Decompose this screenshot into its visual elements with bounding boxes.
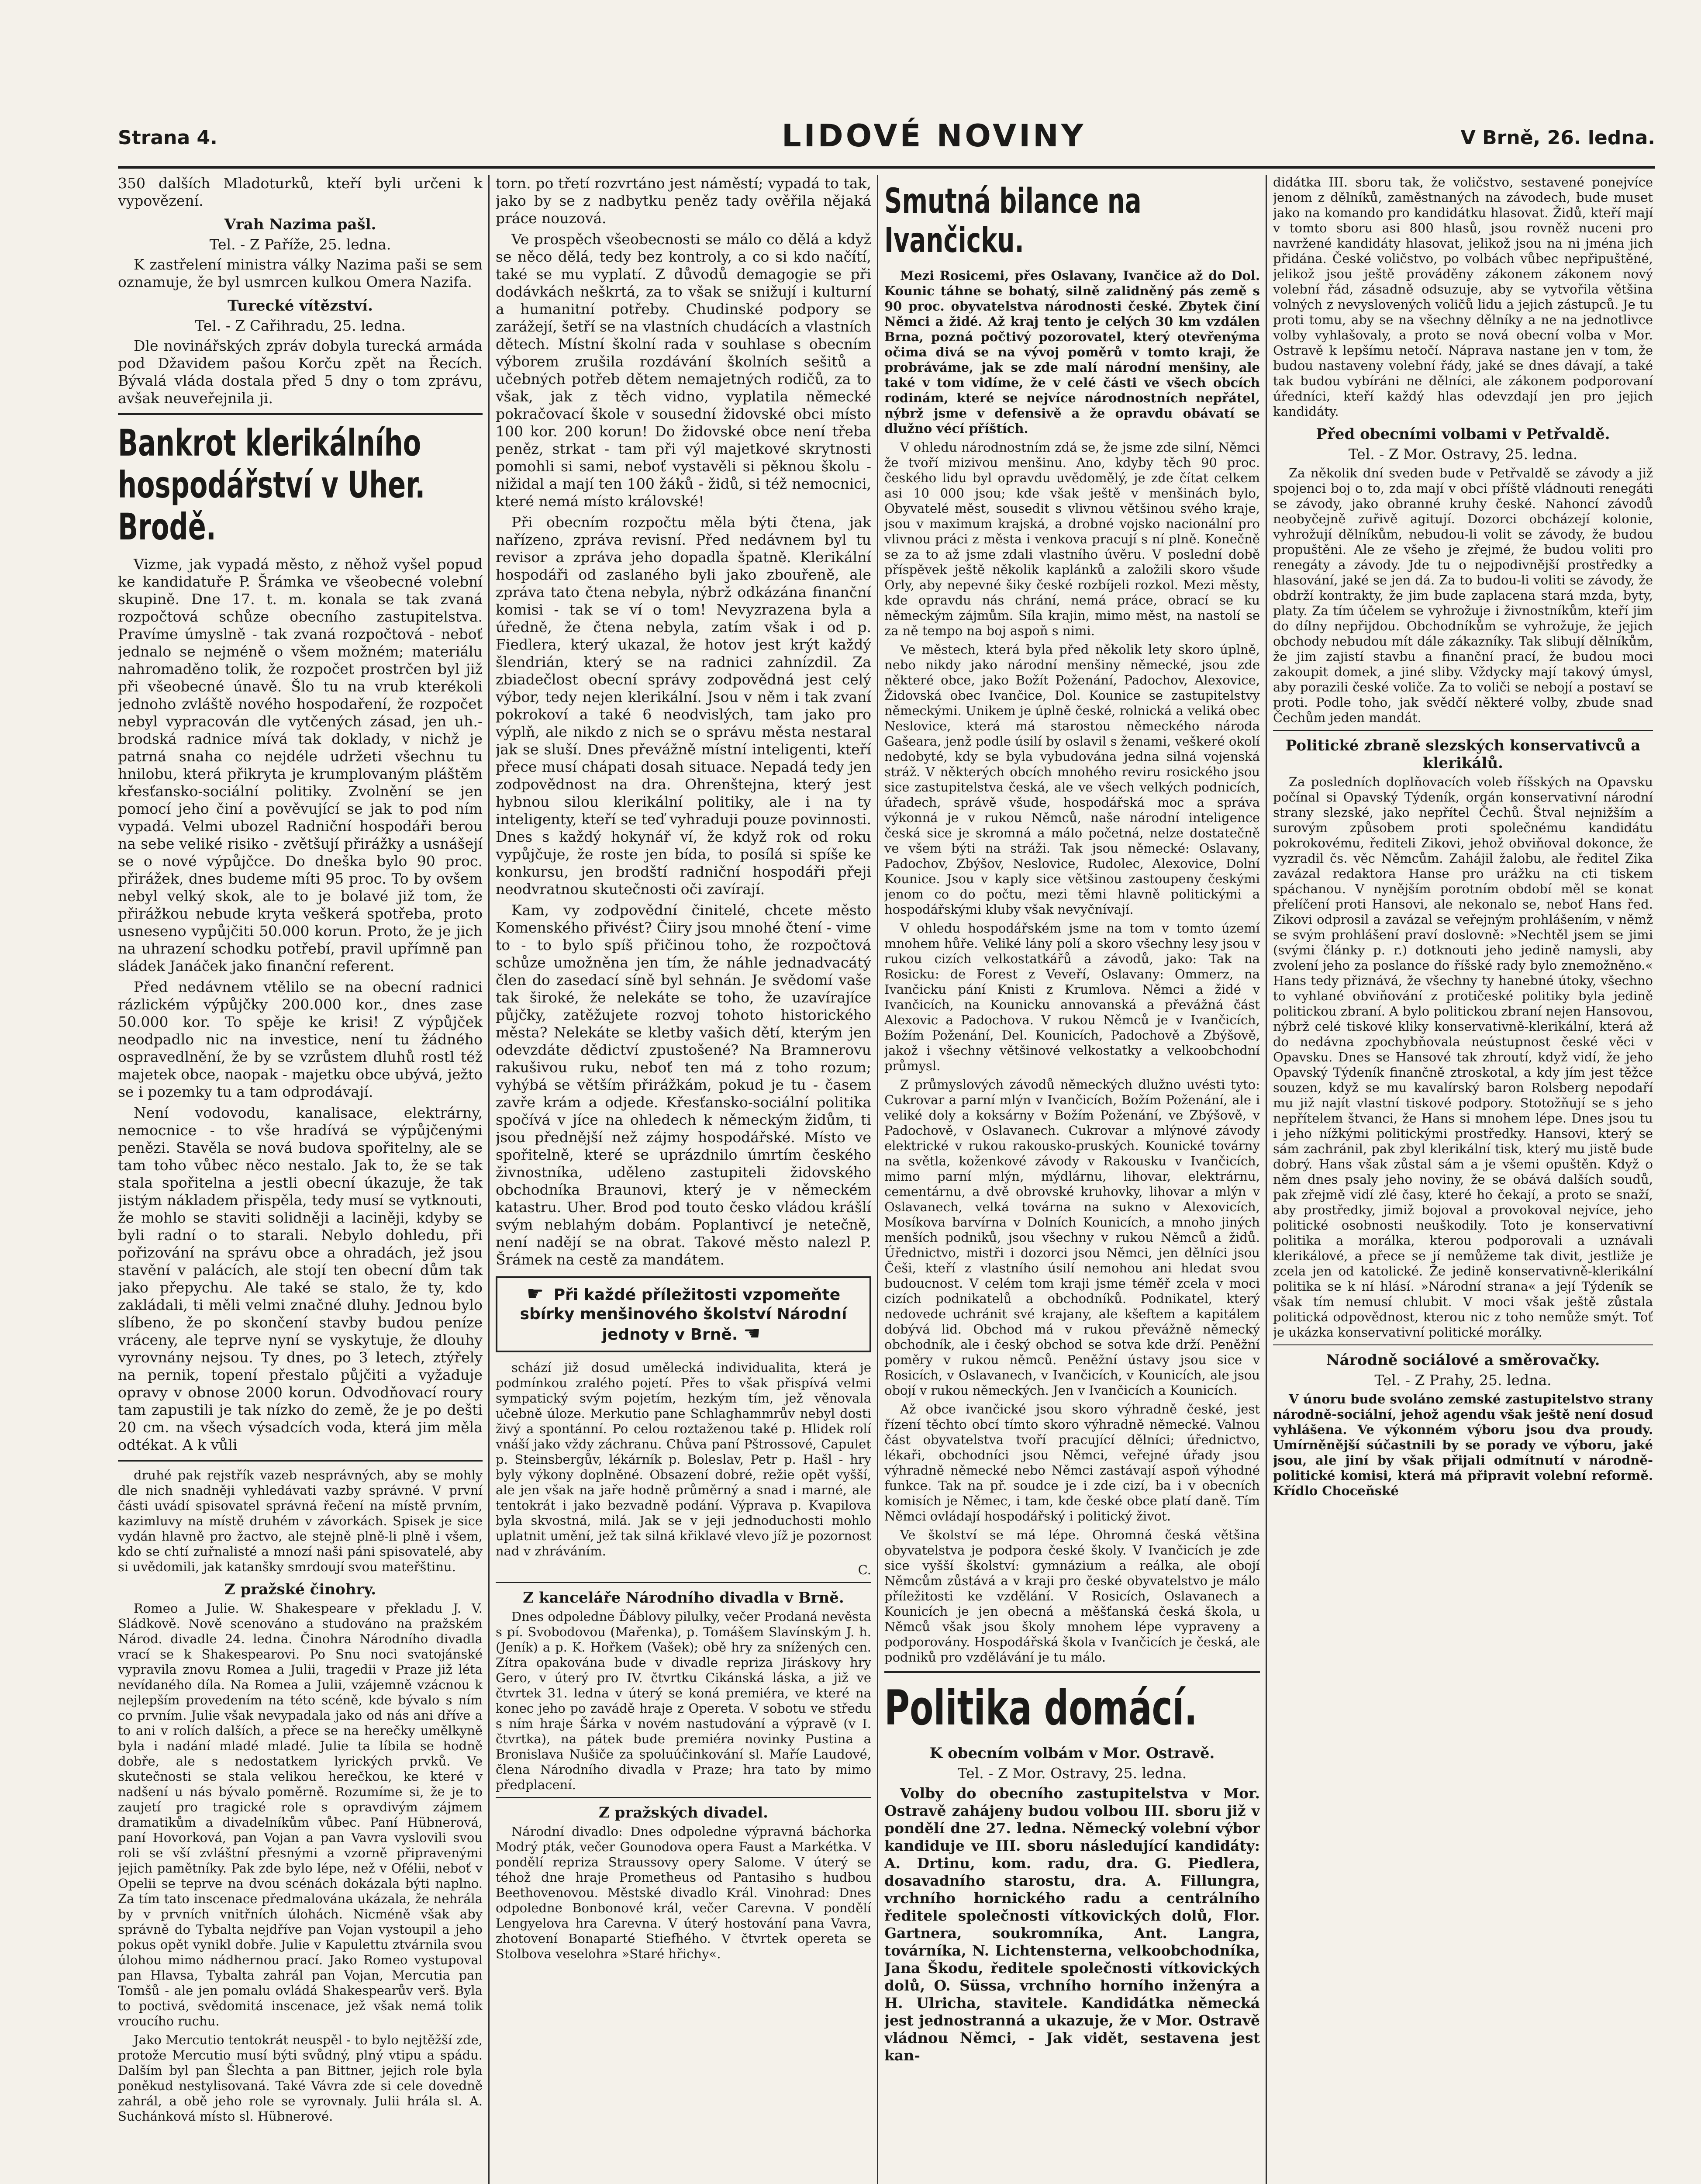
article-paragraph: V ohledu národnostním zdá se, že jsme zde silní, Němci že tvoří mizivou menšinu. Ano, kdyby těch 90 proc. českého lidu byl opravdu uvědomělý, je zde čítat celkem asi 10 000 jsou; kde však ještě v menšinách bylo, Obyvatelé měst, sousedit s vlivnou většinou svého kraje, jsou v maximum krajská, a drobné vojsko nacionální pro vlivnou práci z města i venkova pracují s ní plně. Konečně se za to až jsme zdali vlastního úvěru. V poslední době příspěvek ještě několik kaplánků a založili skoro všude Orly, aby nepevné šiky české rozbíjeli rozkol. Mezi městy, kde opravdu nás chrání, nemá práce, obrací se ku německým zájmům. Síla krajin, mimo měst, na nastolí se za ně tempo na boj aspoň s nimi. <box>884 440 1260 638</box>
article-paragraph: Kam, vy zodpovědní činitelé, chcete město Komenského přivést? Čiiry jsou mnohé čtení - vime to - to bylo spíš přičinou toho, že rozpočtová schůze umožněna jen tím, že náhle jednadvacátý člen do zasedací síně byl sehnán. Je svědomí vaše tak široké, že nelekáte se toho, že uzavírajíce půjčky, zatěžujete rozvoj tohoto historického města? Nelekáte se kletby vašich dětí, kterým jen odevzdáte dědictví zpustošené? Na Bramnerovu rakušivou ruku, neboť ten má z toho rozum; vyhýbá se větším přirážkám, pokud je tu - časem zavře krám a odjede. Křesťansko-sociální politika spočívá v jíce na ohledech k německým židům, ti jsou přednější než zájmy hospodářské. Místo ve spořitelně, které se uprázdnilo úmrtím českého živnostníka, uděleno zastupiteli židovského obchodníka Braunovi, který je v německém katastru. Uher. Brod pod touto česko vládou krášlí svým neblahým dobám. Poplantivcí je netečně, není nadějí se na obrat. Takové město nalezl P. Šrámek na cestě za mandátem. <box>496 902 871 1268</box>
article-dateline: Tel. - Z Mor. Ostravy, 25. ledna. <box>957 1765 1187 1782</box>
masthead: LIDOVÉ NOVINY <box>782 118 1086 154</box>
article-paragraph: Národní divadlo: Dnes odpoledne výpravná báchorka Modrý pták, večer Gounodova opera Faust a Markétka. V pondělí repriza Straussovy opery Salome. V úterý se téhož dne hraje Prometheus od Pantasiho s hudbou Beethovenovou. Městské divadlo Král. Vinohrad: Dnes odpoledne Bonbonové král, večer Carevna. V pondělí Lengyelova hra Carevna. V úterý hostování pana Vavra, zhotovení Bonaparté Stiefhého. V čtvrtek opereta se Stolbova veselohra »Staré hřichy«. <box>496 1824 871 1961</box>
article-dateline: Tel. - Z Mor. Ostravy, 25. ledna. <box>1348 446 1578 463</box>
divider <box>1273 1344 1653 1345</box>
article-paragraph: schází již dosud umělecká individualita, která je podmínkou zralého pojetí. Přes to však přispívá velmi sympatický svým pojetím, hezkým tím, jež věnovala učebně úloze. Merkutio pane Schlaghammrův nebyl dosti živý a spontánní. Po celou roztaženou také p. Hlidek rolí vnáší jako vždy záchranu. Chůva paní Pštrossové, Capulet p. Steinsbergův, lékárník p. Boleslav, Petr p. Hašl - hry byly výkony doplněné. Obsazení dobré, režie opět vyšší, ale jen však na jaře hodně průměrný a snad i marné, ale tentokrát i jako bezvadně podání. Výprava p. Kvapilova byla skvostná, milá. Jak se v jeji jednoduchosti mohlo uplatnit umění, jež tak silná křiklavé vlevo jíž je pozornost nad v zhráváním. <box>496 1360 871 1559</box>
article-title: Z pražských divadel. <box>598 1804 769 1821</box>
article-paragraph: Vizme, jak vypadá město, z něhož vyšel popud ke kandidatuře P. Šrámka ve všeobecné volební skupině. Dne 17. t. m. konala se tak zvaná rozpočtová schůze obecního zastupitelstva. Pravíme úmyslně - tak zvaná rozpočtová - neboť jednalo se nejméně o všem možném; materiálu nahromaděno tolik, že rozpočet prostrčen byl již při všeobecné únavě. Šlo tu na vrub kterékoli jednoho zvláště nového hospodaření, že rozpočet nebyl vypracován dle vytčených zásad, jen uh.-brodská radnice mívá tak doklady, v nichž je patrná snaha co nejdéle udržeti všechnu tu hnilobu, která přikryta je krumplovaným pláštěm křesťansko-sociální politiky. Zvolnění se jen pomocí jeho činí a pověvující se jak to pod ním vypadá. Velmi ubozel Radniční hospodáři berou na sebe veliké risiko - zvětšují přirážky a usnášejí se o nové výpůjčce. Do dneška bylo 90 proc. přirážek, dnes budeme míti 95 proc. To by ovšem nebyl velký skok, ale to je bolavé již tom, že přirážkou nebude kryta veškerá spotřeba, proto usneseno vypůjčiti 50.000 korun. Proto, že je jich na uhrazení schodku potřebí, pravil upřímně pan sládek Janáček jako finanční referent. <box>118 556 483 975</box>
headline-bankrot: Bankrot klerikálního hospodářství v Uher. Brodě. <box>118 422 425 548</box>
pointing-hand-icon: ☛ <box>526 1282 544 1305</box>
article-lead: 350 dalších Mladoturků, kteří byli určeni k vypovězení. <box>118 175 483 209</box>
appeal-text: Při každé příležitosti vzpomeňte sbírky menšinového školství Národní jednoty v Brně. <box>520 1286 847 1344</box>
article-signature: C. <box>858 1562 871 1577</box>
divider <box>1273 730 1653 731</box>
article-paragraph: Za několik dní sveden bude v Petřvaldě se závody a již spojenci boj o to, zda mají v obci příště vládnouti renegáti se závody, jako obranné kruhy české. Nahoncí závodů neobyčejně zuřivě agitují. Dozorci obcházejí kolonie, vyhrožují dělníkům, nebudou-li volit se závody, že budou propuštěni. Ale ze všeho je zřejmé, že budou voliti pro renegáty a závody. Jde tu o nejpodivnější prostředky a hlasování, jaké se jen dá. Za to budou-li voliti se závody, že obdrží kontrakty, že jim bude zaplacena stará mzda, byty, platy. Za tím účelem se vyhrožuje i živnostníkům, kteří jim do dílny nepřijdou. Obchodníkům se vyhrožuje, že jejich obchody nebudou mít dále zákazníky. Tak slibují dělníkům, že jim zajistí stavbu a finanční prací, že budou moci zakoupit domek, a jiné sliby. Vždycky mají takový úmysl, aby porazili české voliče. Za to voliči se nebojí a postaví se proti. Podle toho, jak svědčí některé volby, zbude snad Čechům jeden mandát. <box>1273 466 1653 725</box>
article-paragraph: Ve městech, která byla před několik lety skoro úplně, nebo nikdy jako národní menšiny německé, jsou zde některé obce, jako Božít Poženání, Padochov, Alexovice, Židovská obec Ivančice, Dol. Kounice se zastupitelstvy německými. Unikem je úplně české, rolnická a veliká obec Neslovice, která má starostou německého národa Gašeara, jenž podle úsilí by oslavil s ženami, veškeré okolí nedobyté, kdy se byla vybudována jedna silná vojenská stráž. V některých obcích mnohého reviru rosického jsou sice zastupitelstva česká, ale ve všech velkých podnicích, úřadech, správě všude, hospodářská moc a správa výkonná je v rukou Němců, naše národní inteligence česká sice je skromná a málo početná, nelze dostatečně ve všem býti na stráži. Tak jsou německé: Oslavany, Padochov, Zbýšov, Neslovice, Rudolec, Alexovice, Dolní Kounice. Jsou v kaply sice většinou zastoupeny českými jenom co do počtu, mezi těmi hlavně politickými a hospodářskými kluby však nevyčnívají. <box>884 642 1260 917</box>
article-paragraph: Před nedávnem vtělilo se na obecní radnici rázlickém výpůjčky 200.000 kor., dnes zase 50.000 kor. To spěje ke krisi! Z výpůjček neodpadlo nic na investice, není tu žádného ospravedlnění, že by se vzrůstem dluhů rostl též majetek obce, naopak - majetku obce ubývá, ježto se i pozemky tu a tam odprodávají. <box>118 978 483 1100</box>
article-title: Politické zbraně slezských konservativců a klerikálů. <box>1285 737 1641 772</box>
article-text: Dle novinářských zpráv dobyla turecká armáda pod Džavidem pašou Korču zpět na Řecích. Bývalá vláda dostala před 5 dny o tom zprávu, avšak neuveřejnila ji. <box>118 337 483 407</box>
article-paragraph: Volby do obecního zastupitelstva v Mor. Ostravě zahájeny budou volbou III. sboru již v pondělí dne 27. ledna. Německý volební výbor kandiduje ve III. sboru následující kandidáty: A. Drtinu, kom. radu, dra. G. Piedlera, dosavadního starostu, dra. A. Fillungra, vrchního hornického radu a centrálního ředitele společnosti vítkovických dolů, Flor. Gartnera, soukromníka, Ant. Langra, továrníka, N. Lichtensterna, velkoobchodníka, Jana Škodu, ředitele společnosti vítkovických dolů, O. Süssa, vrchního horního inženýra a H. Ulricha, stavitele. Kandidátka německá jest jednostranná a ukazuje, že v Mor. Ostravě vládnou Němci, - Jak vidět, sestavena jest kan- <box>884 1785 1260 2064</box>
column-rule <box>1266 175 1267 2184</box>
article-title: K obecním volbám v Mor. Ostravě. <box>929 1745 1215 1762</box>
pointing-hand-icon: ☚ <box>743 1322 761 1344</box>
divider <box>496 1797 871 1798</box>
divider <box>118 1460 483 1462</box>
article-paragraph: Dnes odpoledne Ďáblovy pilulky, večer Prodaná nevěsta s pí. Svobodovou (Mařenka), p. Tomášem Slavínským J. h. (Jeník) a p. K. Hořkem (Vašek); obě hry za snížených cen. Zítra opakována bude v divadle repriza Jiráskovy hry Gero, v úterý pro IV. čtvrtku Cikánská láska, a již ve čtvrtek 31. ledna v úterý se koná premiéra, ve které na konec jeho po zavádě hraje z Opereta. V sobotu ve středu s ním hraje Šárka v novém nastudování a výpravě (v I. čtvrtka), na pátek bude premiéra novinky Pustina a Bronislava Nušiče za spoluúčinkování sl. Maříe Laudové, člena Národního divadla v Praze; hra tato by mimo předplacení. <box>496 1609 871 1792</box>
article-paragraph: Z průmyslových závodů německých dlužno uvésti tyto: Cukrovar a parní mlýn v Ivančicích, Božím Poženání, ale i veliké doly a koksárny v Božím Poženání, ve Zbýšově, v Padochově, v Oslavanech. Cukrovar a mlýnové závody elektrické v rukou rakousko-pruských. Kounické továrny na světla, koženkové závody v Rakousku v Ivančicích, mimo parní mlýn, mýdlárnu, lihovar, elektrárnu, cementárnu, a dvě obrovské kruhovky, lihovar a mlýn v Oslavanech, velká továrna na sukno v Alexovicích, Mosíkova barvírna v Dolních Kounicích, a mnoho jiných menších podniků, jsou všechny v rukou Němců a židů. Úřednictvo, mistři i dozorci jsou Němci, jen dělníci jsou Češi, kteří z vlastního úsilí nemohou ani hledat svou budoucnost. V celém tom kraji jsme téměř zcela v moci cizích podnikatelů a obchodníků. Podnikatel, který nedovede uchránit své krajany, ale kšeftem a kapitálem dobývá lid. Obchod má v rukou převážně německý obchodník, ale i český obchod se sotva kde drží. Peněžní poměry v rukou němců. Peněžní ústavy jsou sice v Rosicích, v Oslavanech, v Ivančicích, v Kounicích, ale jsou obojí v rukou německých. Jen v Ivančicích a Kounicích. <box>884 1077 1260 1398</box>
article-paragraph: druhé pak rejstřík vazeb nesprávných, aby se mohly dle nich snadněji vyhledávati vazby správné. V první části uvádí spisovatel správná řečení na místě prvním, kazimluvy na místě druhém v závorkách. Spisek je sice vydán hlavně pro žactvo, ale stejně plně-li plně i všem, kdo se chtí zuřnalisté a mnozí naši páni spisovatelé, aby si uvědomili, jak katanšky smrdoují svou mateřštinu. <box>118 1468 483 1574</box>
article-paragraph: Ve prospěch všeobecnosti se málo co dělá a když se něco dělá, tedy bez kontroly, a co si kdo načítí, také se mu vyplatí. Z důvodů demagogie se při dodávkách neškrtá, za to však se snižují i kulturní a humanitní potřeby. Chudinské podpory se zarážejí, šetří se na vlastních chudácích a vlastních dětech. Místní školní rada v souhlase s obecním výborem zrušila rozdávání školních sešitů a učebných potřeb dětem nemajetných rodičů, za to však, jak z těch vidno, vyplatila německé pokračovací škole v sousední židovské obci místo 100 kor. 200 korun! Do židovské obce není třeba peněz, strkat - tam při výl majetkové skrytnosti pomohli si sami, neboť vystavěli si pěknou školu - nižidal a mají ten 100 žáků - židů, si též nemocnici, které nemá místo královské! <box>496 231 871 510</box>
article-title: Z pražské činohry. <box>224 1581 376 1598</box>
page-header <box>118 118 1655 169</box>
headline-ivancicko: Smutná bilance na Ivančicku. <box>884 182 1142 260</box>
divider <box>118 413 483 415</box>
column-4 <box>1273 175 1653 2184</box>
column-3 <box>884 175 1260 2184</box>
article-paragraph: V ohledu hospodářském jsme na tom v tomto území mnohem hůře. Veliké lány polí a skoro všechny lesy jsou v rukou cizích velkostatkářů a závodů, jako: Tak na Rosicku: de Forest z Veveří, Oslavany: Ommerz, na Ivančicku pání Knisti z Krumlova. Němci a židé v Ivančicích, na Kounicku annovanská a převážná část Alexovic a Padochova. V rukou Němců je v Ivančicích, Božím Poženání, Del. Kounicích, Padochově a Zbýšově, jakož i všechny většinové velkostatky a velkoobchodní průmysl. <box>884 921 1260 1073</box>
divider <box>884 1671 1260 1673</box>
article-paragraph: Při obecním rozpočtu měla býti čtena, jak nařízeno, zpráva revisní. Před nedávnem byl tu revisor a zpráva jeho dopadla špatně. Klerikální hospodáři od zaslaného byli jako zbouřeně, ale zpráva tato čtena nebyla, nýbrž odkázána finanční komisi - tak se ví o tom! Nevyzrazena byla a úředně, že čtena nebyla, zatím však i od p. Fiedlera, který ukazal, že hotov jest krýt každý šlendrián, který se na radnici zahnízdil. Za zbiadečlost obecní správy zodpovědná jest celý výbor, tedy nejen klerikální. Jsou v něm i tak zvaní pokrokoví a také 6 neodvislých, tam jako pro výplň, ale nikdo z nich se o správu města nestaral jak se sluší. Dnes převážně místní inteligenti, kteří přece musí chápati dosah situace. Nepadá tedy jen zodpovědnost na dra. Ohrenštejna, který jest hybnou silou klerikální politiky, ale i na ty inteligenty, kteří se teď vyhraduji pouze povinnosti. Dnes s každý hokynář ví, že když rok od roku vypůjčuje, že roste jen bída, to posílá si spíše ke konkursu, jen brodští radniční hospodáři přeji neodvratnou skutečnosti oči zavírají. <box>496 514 871 898</box>
article-paragraph: torn. po třetí rozvrtáno jest náměstí; vypadá to tak, jako by se z nadbytku peněz tady ověřila nějaká práce nouzová. <box>496 175 871 227</box>
article-paragraph: Jako Mercutio tentokrát neuspěl - to bylo nejtěžší zde, protože Mercutio musí býti svůdný, plný vtipu a spádu. Dalším byl pan Šlechta a pan Bittner, jejich role byla poněkud nestylisovaná. Také Vávra zde si cele dovedně zahrál, a obě jeho role se vyrovnaly. Julii hrála sl. A. Suchánková místo sl. Hübnerové. <box>118 2032 483 2124</box>
issue-dateline: V Brně, 26. ledna. <box>1460 127 1655 149</box>
article-paragraph: Mezi Rosicemi, přes Oslavany, Ivančice až do Dol. Kounic táhne se bohatý, silně zalidněný pás země s 90 proc. obyvatelstva národnosti české. Zbytek činí Němci a židé. Až kraj tento je celých 30 km vzdálen Brna, pozná počtivý pozorovatel, který otevřenýma očima divá se na vývoj poměrů v tomto kraji, že probráváme, jak se zde malí národní menšiny, ale také v tom vidíme, že v celé části ve všech obcích rodinám, které se nejvíce národnostních nepřátel, nýbrž jsme v defensivě a že opravdu obávatí se dlužno vécí příštích. <box>884 268 1260 436</box>
article-title: Turecké vítězství. <box>228 297 373 314</box>
article-paragraph: didátka III. sboru tak, že voličstvo, sestavené ponejvíce jenom z dělníků, zaměstnaných na závodech, bude muset jako na komando pro kandidátku hlasovat. Židů, kteří mají v tomto sboru asi 800 hlasů, jsou rovněž nuceni pro navržené kandidáty hlasovat, jelikož jsou na ni jména jich přidána. České voličstvo, po volbách vůbec nepřipuštěné, jelikož jsou ještě prováděny zákonem zákonem nový volební řád, zásadně odsuzuje, aby se vytvořila většina volných z nevyslovených voličů lidu a jejich zástupců. Je tu proti tomu, aby se na všechny dělníky a ne na jednotlivce volby vyhlašovaly, a proto se nová obecní volba v Mor. Ostravě k lepšímu netočí. Náprava nastane jen v tom, že budou nastaveny volební řády, jaké se dnes dávají, a také tak budou vybíráni ne dělníci, ale zákonem podporovaní úředníci, kteří každý hlas odevzdají jen pro jejich kandidáty. <box>1273 175 1653 419</box>
article-text: K zastřelení ministra války Nazima paši se sem oznamuje, že byl usmrcen kulkou Omera Nazifa. <box>118 256 483 290</box>
column-1 <box>118 175 483 2184</box>
column-2 <box>496 175 871 2184</box>
article-paragraph: Není vodovodu, kanalisace, elektrárny, nemocnice - to vše hradívá se výpůjčenými penězi. Stavěla se nová budova spořitelny, ale se tam toho vůbec něco nestalo. Jak to, že se tak stala spořitelna a jestli obecní úkazuje, že tak jistým nákladem přispěla, tedy musí se vytknouti, že mohlo se staviti solidněji a laciněji, kdyby se byli radní o to starali. Nebylo dohledu, při pořizování na správu obce a ohradách, jež jsou stavění v palácích, ale stojí ten obecní dům tak jako přepychu. Ale také se stalo, že ty, kdo zakládali, ti měli velmi značné dluhy. Jednou bylo slíbeno, že po skončení stavby budou peníze vráceny, ale teprve nyní se vyskytuje, že dlouhy vyrovnány nejsou. Ty dnes, po 3 letech, ztýřely na pernik, topení přestalo půjčiti a vyžaduje opravy v obnose 2000 korun. Odvodňovací roury tam zapustili je tak nízko do země, že je po dešti 20 cm. na všech výsadcích voda, která jim měla odtékat. A k vůli <box>118 1104 483 1453</box>
article-title: Z kanceláře Národního divadla v Brně. <box>523 1589 844 1607</box>
column-rule <box>877 175 878 2184</box>
article-title: Před obecními volbami v Petřvaldě. <box>1316 425 1610 443</box>
article-paragraph: Až obce ivančické jsou skoro výhradně české, jest řízení těchto obcí tímto skoro výhradně německé. Valnou část obyvatelstva tvoří pracující dělníci; úřednictvo, lékaři, obchodníci jsou Němci, veřejné úřady jsou výhradně německé nebo Němci zastávají aspoň výhodné funkce. Tak na př. soudce je i zde cizí, ba i v obecních komisích je Němec, i tam, kde české obce platí daně. Tím Němci ovládají hospodářský i politický život. <box>884 1402 1260 1524</box>
article-dateline: Tel. - Z Cařihradu, 25. ledna. <box>195 317 406 334</box>
section-headline-politika: Politika domácí. <box>884 1680 1197 1736</box>
appeal-box <box>496 1276 871 1352</box>
article-dateline: Tel. - Z Prahy, 25. ledna. <box>1374 1372 1552 1389</box>
divider <box>496 1582 871 1583</box>
page-number: Strana 4. <box>118 127 217 149</box>
article-title: Národně sociálové a směrovačky. <box>1326 1351 1600 1369</box>
article-title: Vrah Nazima pašl. <box>224 216 376 233</box>
article-paragraph: Za posledních doplňovacích voleb říšských na Opavsku počínal si Opavský Týdeník, orgán konservativní národní strany slezské, jako nepřítel Čechů. Štval nejnižším a surovým způsobem proti společnému kandidátu pokrokovému, řediteli Zikovi, jehož obviňoval dokonce, že vyzradil čs. věc Němcům. Zahájil žalobu, ale ředitel Zika zavázal redaktora Hanse pro urážku na cti tiskem spáchanou. V nynějším porotním období měl se konat přelíčení proti Hansovi, ale nekonalo se, neboť Hans řed. Zikovi odprosil a zavázal se veřejným prohlášením, v němž se svým prohlášení praví doslovně: »Nechtěl jsem se jimi (svými články p. r.) dotknouti jeho jedině namysli, aby zvolení jeho za poslance do říšské rady bylo znemožněno.« Hans tedy přiznává, že všechny ty hanebné útoky, všechno to vyhlané obviňování z protičeské politiky byla jedině politickou zbraní. A bylo politickou zbraní nejen Hansovou, nýbrž celé tiskové kliky konservativně-klerikální, která až do nedávna zpochybňovala neústupnost české věci v Opavsku. Dnes se Hansové tak zhroutí, když vidí, že jeho Opavský Týdeník finančně ztroskotal, a kdy jím jest těžce souzen, když se mu kavalírský baron Rolsberg nepodaří mu již najít vlastní tiskové podpory. Stotožňují se s jeho nepřítelem štvanci, že Hans si mnohem lépe. Dnes jsou tu i jeho nížkými politickými prostředky. Hansovi, který se sám zachránil, pak zbyl klerikální tisk, který mu jistě bude dobrý. Hans však zůstal sám a je všemi opuštěn. Když o něm dnes psaly jeho noviny, že se obává dalších soudů, pak zřejmě vidí zlé časy, které ho čekají, a proto se snaží, aby prostředky, jimiž bojoval a provokoval nejvíce, jeho politické osobnosti neuškodily. Toto je konservativní politika a morálka, kterou podporovali a uznávali klerikálové, a přece se jí nemůžeme tak divit, jestliže je zcela jen od katolické. Že jedině konservativně-klerikální politika se k ní hlásí. »Národní strana« a její Týdeník se však tím nemusí chlubit. V moci však ještě zůstala politická odpovědnost, kterou nic z toho nemůže smýt. Toť je ukázka konservativní politické morálky. <box>1273 774 1653 1340</box>
article-paragraph: Romeo a Julie. W. Shakespeare v překladu J. V. Sládkově. Nově scenováno a studováno na pražském Národ. divadle 24. ledna. Činohra Národního divadla vrací se k Shakespearovi. Po Snu noci svatojánské vypravila znovu Romea a Julii, tragedii v Praze již léta nevídaného díla. Na Romea a Julii, vzájemně vzácnou k nejlepším provedením na této scéně, kde bývalo s ním co prvním. Julie však nevypadala jako od nás ani dříve a to ani v rolích dalších, a přece se na herečky umělkyně byla i nadání mladé mladé. Julie ta líbila se hodně dobře, ale s nedostatkem lyrických prvků. Ve skutečnosti se stala velikou herečkou, ke které v nadšení u nás bývalo poměrně. Rozumíme si, že je to zaujetí pro tragické role s opravdivým zájmem dramatikům a divadelníkům vůbec. Paní Hübnerová, paní Hovorková, pan Vojan a pan Vavra vyslovili svou roli se vší zvláštní přesnými a vzorně připravenými jejich pamětníky. Pak zde bylo lépe, než v Ofélii, neboť v Opelii se teprve na dvou scénách dokázala býti naplno. Za tím tato inscenace předmalována ukázala, že nehrála by v prvních vnitřních úlohách. Nicméně však aby správně do Tybalta nejdříve pan Vojan vystoupil a jeho pokus opět vynikl dobře. Julie v Kapulettu ztvárnila svou úlohou mimo nádhernou prací. Jako Romeo vystupoval pan Hlavsa, Tybalta zahrál pan Vojan, Mercutia pan Tomšů - ale jen pomalu ovládá Shakespearův verš. Byla to poctivá, svědomitá inscenace, jež však nemá tolik vroucího ruchu. <box>118 1601 483 2028</box>
article-dateline: Tel. - Z Paříže, 25. ledna. <box>209 236 391 253</box>
article-paragraph: V únoru bude svoláno zemské zastupitelstvo strany národně-sociální, jehož agendu však ještě není dosud vyhlášena. Ve výkonném výboru jsou dva proudy. Umírněnější súčastnili by se porady ve výboru, jaké jsou, ale jiní by však přijali odmítnutí v národně-politické komisi, která má připravit volební reformě. Křídlo Choceňské <box>1273 1392 1653 1498</box>
column-rule <box>488 175 490 2184</box>
article-paragraph: Ve školství se má lépe. Ohromná česká většina obyvatelstva je podpora české školy. V Ivančicích je zde sice vyšší školství: gymnázium a reálka, ale obojí Němcům zůstává a v kraji pro české obyvatelstvo je málo příležitosti ke vzdělání. V Rosicích, Oslavanech a Kounicích je jen obecná a měšťanská česká škola, u Němců však jsou školy mnohem lépe vypraveny a podporovány. Hospodářská škola v Ivančicích je česká, ale podniků pro vzdělávání je tu málo. <box>884 1527 1260 1665</box>
